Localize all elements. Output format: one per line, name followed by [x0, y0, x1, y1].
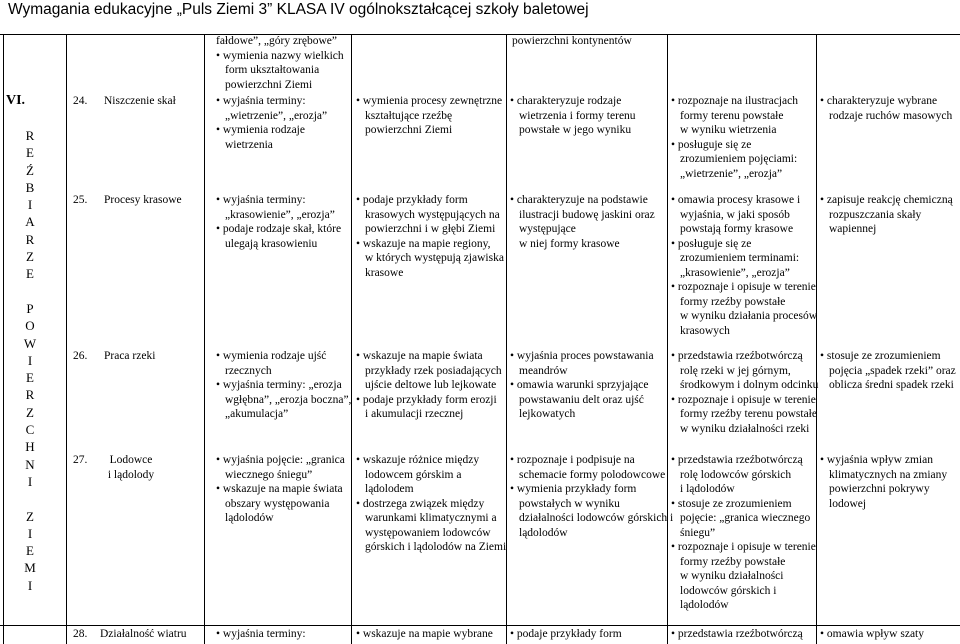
req-very-good: • przedstawia rzeźbotwórczą rolę lodowców górskich i lądolodów • stosuje ze zrozumieniem pojęcie: „granica wiecznego śniegu” • rozpoznaje i opisuje w terenie formy rzeźby powstałe w wyniku działalności lodowców górskich i lądolodów — [671, 453, 816, 613]
row-topic: Niszczenie skał — [104, 95, 176, 107]
row-number: 26. — [73, 350, 88, 362]
section-letter: Z — [26, 249, 34, 265]
col-border-5 — [667, 34, 668, 644]
req-basic: • wymienia rodzaje ujść rzecznych • wyjaśnia terminy: „erozja wgłębna”, „erozja boczna”, „akumulacja” — [216, 349, 351, 422]
row-topic: Praca rzeki — [104, 350, 156, 362]
section-letter: E — [26, 266, 34, 282]
row-topic: Działalność wiatru — [100, 628, 187, 640]
section-letter: W — [23, 335, 37, 351]
req-excellent: • charakteryzuje wybrane rodzaje ruchów masowych — [820, 94, 952, 123]
section-letter: I — [27, 473, 33, 489]
cont-col4: powierzchni kontynentów — [512, 35, 632, 47]
section-letter: I — [27, 197, 33, 213]
col-border-1 — [66, 34, 67, 644]
section-letter — [20, 490, 40, 507]
section-letter: Z — [26, 508, 34, 524]
req-sufficient: • wskazuje różnice między lodowcem górskim a lądolodem • dostrzega związek między warunkami klimatycznymi a występowaniem lodowców górskich i lądolodów na Ziemi — [356, 453, 506, 555]
section-letter: A — [25, 214, 35, 230]
section-letter: I — [27, 577, 33, 593]
row-topic: Procesy krasowe — [104, 194, 182, 206]
req-basic: • wyjaśnia terminy: „wietrzenie”, „erozja” • wymienia rodzaje wietrzenia — [216, 94, 327, 152]
section-letter: E — [26, 145, 34, 161]
req-good: • wyjaśnia proces powstawania meandrów • omawia warunki sprzyjające powstawaniu delt oraz ujść lejkowatych — [510, 349, 654, 422]
section-letter: R — [25, 387, 35, 403]
section-number: VI. — [6, 93, 26, 108]
section-letter: O — [25, 318, 35, 334]
req-sufficient: • wskazuje na mapie wybrane — [356, 627, 493, 642]
row-number: 27. — [73, 454, 88, 466]
req-very-good: • przedstawia rzeźbotwórczą rolę rzeki w jej górnym, środkowym i dolnym odcinku • rozpoznaje i opisuje w terenie formy rzeźby terenu powstałe w wyniku działalności rzeki — [671, 349, 818, 436]
section-letter — [20, 283, 40, 300]
req-excellent: • zapisuje reakcję chemiczną rozpuszczania skały wapiennej — [820, 193, 953, 237]
req-very-good: • omawia procesy krasowe i wyjaśnia, w jaki sposób powstają formy krasowe • posługuje się ze zrozumieniem terminami: „krasowienie”, „erozja” • rozpoznaje i opisuje w terenie formy rzeźby powstałe w wyniku działania procesów krasowych — [671, 193, 817, 338]
section-letter: R — [25, 128, 35, 143]
row-number: 25. — [73, 194, 88, 206]
req-good: • charakteryzuje na podstawie ilustracji budowę jaskini oraz występujące w niej formy krasowe — [510, 193, 655, 251]
col-border-2 — [204, 34, 205, 644]
req-sufficient: • wymienia procesy zewnętrzne kształtujące rzeźbę powierzchni Ziemi — [356, 94, 502, 138]
row-number: 24. — [73, 95, 88, 107]
section-letter: E — [26, 370, 34, 386]
section-letter: Ź — [26, 162, 34, 178]
req-good: • rozpoznaje i podpisuje na schemacie formy polodowcowe • wymienia przykłady form powstałych w wyniku działalności lodowców górskich i lądolodów — [510, 453, 673, 540]
req-good: • charakteryzuje rodzaje wietrzenia i formy terenu powstałe w jego wyniku — [510, 94, 636, 138]
req-very-good: • rozpoznaje na ilustracjach formy terenu powstałe w wyniku wietrzenia • posługuje się ze zrozumieniem pojęciami: „wietrzenie”, „erozja” — [671, 94, 798, 181]
req-basic: • wyjaśnia terminy: — [216, 627, 306, 642]
row-topic: Lodowce i lądolody — [107, 454, 155, 481]
section-letter: P — [26, 300, 34, 316]
req-excellent: • wyjaśnia wpływ zmian klimatycznych na zmiany powierzchni pokrywy lodowej — [820, 453, 947, 511]
req-excellent: • stosuje ze zrozumieniem pojęcia „spadek rzeki” oraz oblicza średni spadek rzeki — [820, 349, 956, 393]
section-letter: I — [27, 352, 33, 368]
section-letter: N — [25, 456, 35, 472]
cont-col2: fałdowe”, „góry zrębowe” • wymienia nazwy wielkich form ukształtowania powierzchni Ziemi — [216, 34, 344, 92]
section-letter: H — [25, 439, 35, 455]
section-letter: C — [25, 422, 35, 438]
req-excellent: • omawia wpływ szaty — [820, 627, 924, 642]
req-sufficient: • podaje przykłady form krasowych występujących na powierzchni i w głębi Ziemi • wskazuje na mapie regiony, w których występują zjawiska krasowe — [356, 193, 504, 280]
document-header: Wymagania edukacyjne „Puls Ziemi 3” KLASA IV ogólnokształcącej szkoły baletowej — [8, 1, 589, 18]
section-letter: M — [24, 560, 36, 576]
section-letter: Z — [26, 404, 34, 420]
req-basic: • wyjaśnia pojęcie: „granica wiecznego śniegu” • wskazuje na mapie świata obszary występowania lądolodów — [216, 453, 345, 526]
col-border-3 — [351, 34, 352, 644]
section-letter: E — [26, 543, 34, 559]
section-title-vertical — [20, 127, 40, 594]
req-sufficient: • wskazuje na mapie świata przykłady rzek posiadających ujście deltowe lub lejkowate • podaje przykłady form erozji i akumulacji rzecznej — [356, 349, 502, 422]
row-number: 28. — [73, 628, 88, 640]
req-very-good: • przedstawia rzeźbotwórczą — [671, 627, 803, 642]
section-letter: I — [27, 525, 33, 541]
col-border-6 — [816, 34, 817, 644]
req-good: • podaje przykłady form — [510, 627, 622, 642]
req-basic: • wyjaśnia terminy: „krasowienie”, „erozja” • podaje rodzaje skał, które ulegają krasowieniu — [216, 193, 341, 251]
col-border-0 — [3, 34, 4, 644]
section-letter: B — [25, 179, 35, 195]
section-letter: R — [25, 231, 35, 247]
